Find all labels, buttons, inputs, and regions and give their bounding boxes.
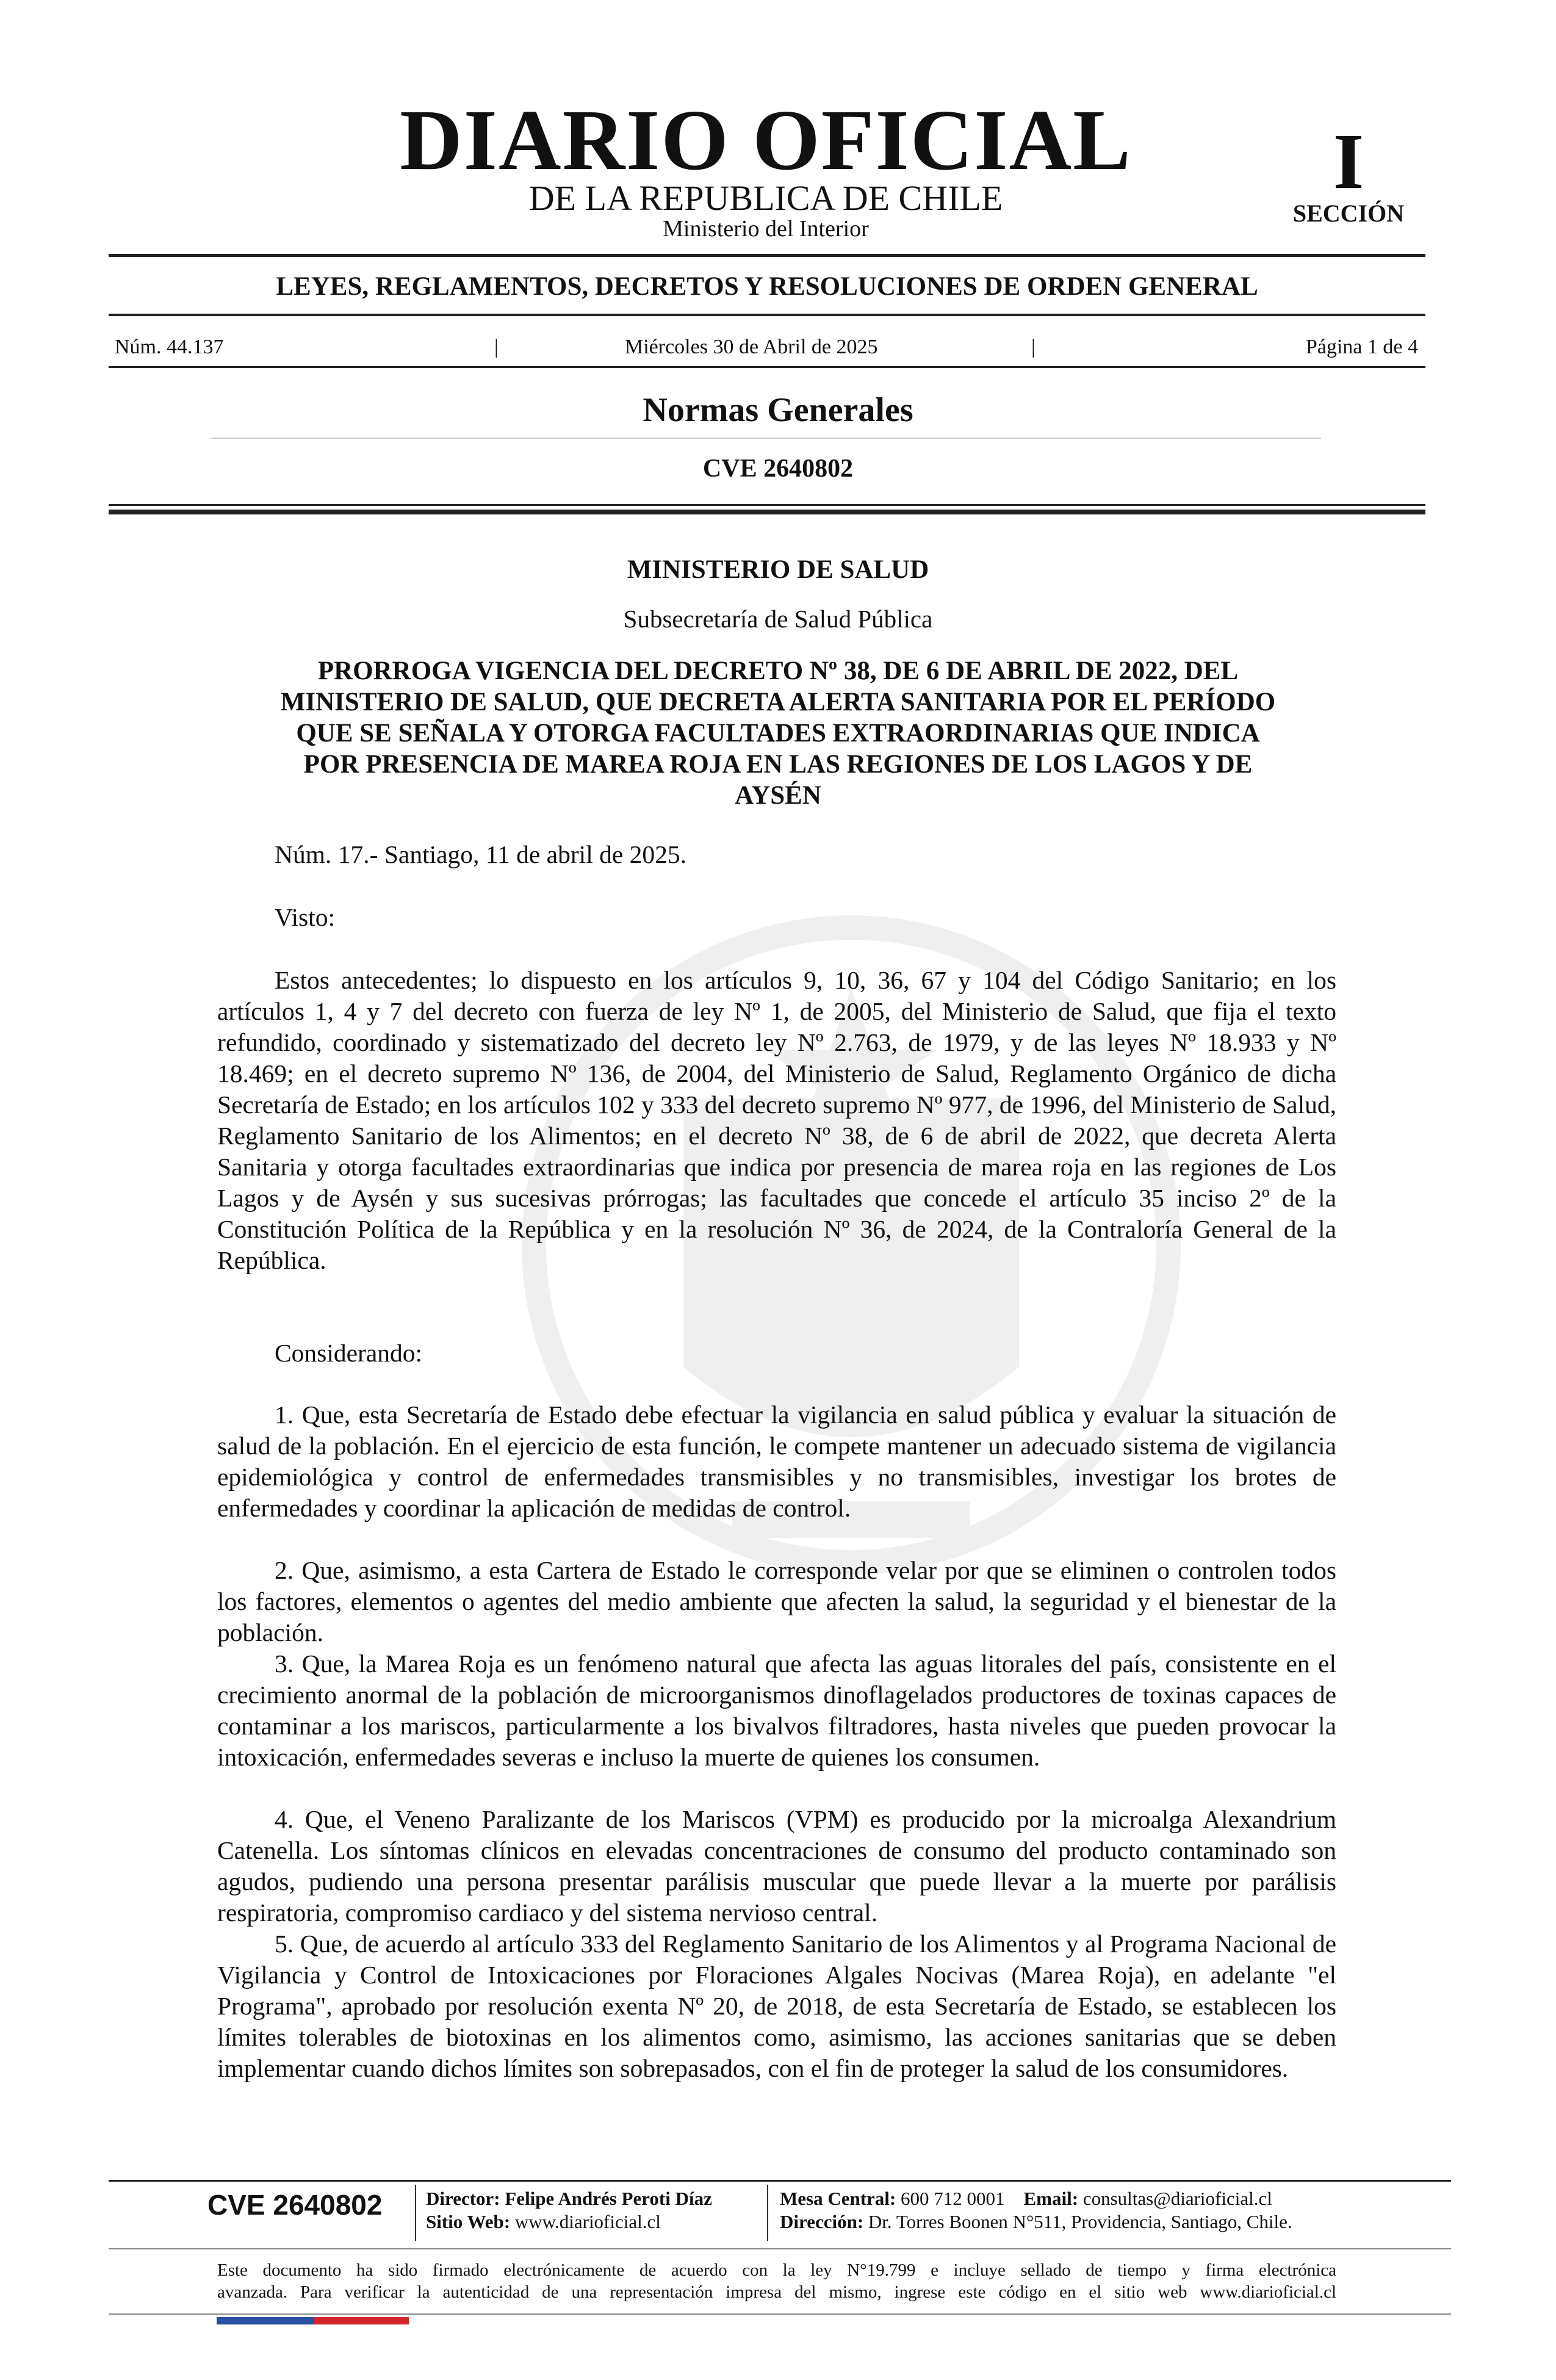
email-label: Email:: [1023, 2188, 1079, 2209]
decree-title-line: PRORROGA VIGENCIA DEL DECRETO Nº 38, DE 6 DE ABRIL DE 2022, DEL: [317, 657, 1239, 685]
legal-line: Este documento ha sido firmado electrónicamente de acuerdo con la ley N°19.799 e incluye sellado de tiempo y firma electrónica: [217, 2260, 1336, 2280]
website-label: Sitio Web:: [426, 2211, 511, 2232]
considerando-item: 2. Que, asimismo, a esta Cartera de Estado le corresponde velar por que se eliminen o controlen todos los factores, elementos o agentes del medio ambiente que afecten la salud, la seguridad y el bienestar de la población.: [217, 1556, 1336, 1646]
address-label: Dirección:: [780, 2211, 864, 2232]
section-label: SECCIÓN: [1292, 200, 1405, 227]
flag-stripe-red: [314, 2317, 409, 2324]
footer-rule-bottom: [109, 2248, 1451, 2249]
page-indicator: Página 1 de 4: [1305, 336, 1418, 358]
footer-director: [426, 2187, 712, 2234]
footer-rule-flag: [109, 2313, 1451, 2315]
considerando-item: 5. Que, de acuerdo al artículo 333 del Reglamento Sanitario de los Alimentos y al Programa Nacional de Vigilancia y Control de Intoxicaciones por Floraciones Algales Nocivas (Marea Roja), en adelante "el Programa", aprobado por resolución exenta Nº 20, de 2018, de esta Secretaría de Estado, se establecen los límites tolerables de biotoxinas en los alimentos como, asimismo, las acciones sanitarias que se deben implementar cuando dichos límites son sobrepasados, con el fin de proteger la salud de los consumidores.: [217, 1930, 1336, 2082]
double-rule-top: [109, 504, 1425, 506]
email-link[interactable]: consultas@diarioficial.cl: [1082, 2188, 1272, 2209]
director-name: Felipe Andrés Peroti Díaz: [505, 2188, 712, 2209]
section-title: Normas Generales: [643, 391, 913, 429]
phone-number: 600 712 0001: [901, 2188, 1005, 2209]
masthead-subtitle: DE LA REPUBLICA DE CHILE: [528, 178, 1003, 218]
issue-date: Miércoles 30 de Abril de 2025: [625, 336, 878, 358]
considerando-item: 1. Que, esta Secretaría de Estado debe efectuar la vigilancia en salud pública y evaluar la situación de salud de la población. En el ejercicio de esta función, le compete mantener un adecuado sistema de vigilancia epidemiológica y control de enfermedades transmisibles y no transmisibles, investigar los brotes de enfermedades y coordinar la aplicación de medidas de control.: [217, 1401, 1336, 1522]
decree-title: [201, 655, 1355, 811]
visto-paragraph: Estos antecedentes; lo dispuesto en los artículos 9, 10, 36, 67 y 104 del Código Sanitario; en los artículos 1, 4 y 7 del decreto con fuerza de ley Nº 1, de 2005, del Ministerio de Salud, que fija el texto refundido, coordinado y sistematizado del decreto ley Nº 2.763, de 1979, y de las leyes Nº 18.933 y Nº 18.469; en el decreto supremo Nº 136, de 2004, del Ministerio de Salud, Reglamento Orgánico de dicha Secretaría de Estado; en los artículos 102 y 333 del decreto supremo Nº 977, de 1996, del Ministerio de Salud, Reglamento Sanitario de los Alimentos; en el decreto Nº 38, de 6 de abril de 2022, que decreta Alerta Sanitaria y otorga facultades extraordinarias que indica por presencia de marea roja en las regiones de Los Lagos y de Aysén y sus sucesivas prórrogas; las facultades que concede el artículo 35 inciso 2º de la Constitución Política de la República y en la resolución Nº 36, de 2024, de la Contraloría General de la República.: [217, 966, 1336, 1274]
section-divider: [211, 438, 1321, 439]
considerando-item: 3. Que, la Marea Roja es un fenómeno natural que afecta las aguas litorales del país, consistente en el crecimiento anormal de la población de microorganismos dinoflagelados productores de toxinas capaces de contaminar a los mariscos, particularmente a los bivalvos filtradores, hasta niveles que pueden provocar la intoxicación, enfermedades severas e incluso la muerte de quienes los consumen.: [217, 1650, 1336, 1771]
legal-line: avanzada. Para verificar la autenticidad de una representación impresa del mismo, ingrese este código en el sitio web www.diarioficial.cl: [217, 2282, 1336, 2302]
visto-heading: Visto:: [275, 903, 335, 931]
issue-number: Núm. 44.137: [115, 336, 224, 358]
double-rule-bottom: [109, 510, 1425, 514]
header-rule-mid: [109, 314, 1425, 316]
director-label: Director:: [426, 2188, 500, 2209]
footer-divider: [415, 2185, 416, 2241]
website-link[interactable]: www.diarioficial.cl: [514, 2211, 661, 2232]
footer-rule-top: [109, 2180, 1451, 2182]
flag-stripe-blue: [217, 2317, 314, 2324]
considerando-item: 4. Que, el Veneno Paralizante de los Mariscos (VPM) es producido por la microalga Alexandrium Catenella. Los síntomas clínicos en elevadas concentraciones de consumo del producto contaminado son agudos, pudiendo una persona presentar parálisis muscular que puede llevar a la muerte por parálisis respiratoria, compromiso cardiaco y del sistema nervioso central.: [217, 1805, 1336, 1927]
section-numeral: I: [1333, 118, 1364, 206]
footer-divider: [767, 2185, 768, 2241]
decree-title-line: MINISTERIO DE SALUD, QUE DECRETA ALERTA SANITARIA POR EL PERÍODO: [280, 688, 1276, 716]
legal-notice: [217, 2259, 1336, 2303]
header-rule-meta: [109, 366, 1425, 368]
undersecretariat: Subsecretaría de Salud Pública: [623, 605, 933, 633]
cve-code: CVE 2640802: [702, 455, 854, 483]
footer-cve: CVE 2640802: [207, 2189, 383, 2221]
address-text: Dr. Torres Boonen N°511, Providencia, Santiago, Chile.: [868, 2211, 1292, 2232]
masthead-ministry: Ministerio del Interior: [663, 216, 869, 242]
decree-title-line: POR PRESENCIA DE MAREA ROJA EN LAS REGIONES DE LOS LAGOS Y DE: [303, 750, 1253, 779]
category-heading: LEYES, REGLAMENTOS, DECRETOS Y RESOLUCIONES DE ORDEN GENERAL: [276, 272, 1258, 301]
decree-number: Núm. 17.- Santiago, 11 de abril de 2025.: [275, 840, 687, 868]
footer-contact: [780, 2187, 1292, 2234]
meta-separator: |: [494, 336, 499, 358]
masthead-title: DIARIO OFICIAL: [400, 92, 1132, 188]
header-rule-top: [109, 254, 1425, 257]
phone-label: Mesa Central:: [780, 2188, 896, 2209]
ministry-heading: MINISTERIO DE SALUD: [627, 555, 929, 584]
considerando-heading: Considerando:: [275, 1339, 423, 1367]
meta-separator: |: [1031, 336, 1036, 358]
decree-title-line: AYSÉN: [735, 781, 821, 810]
decree-title-line: QUE SE SEÑALA Y OTORGA FACULTADES EXTRAORDINARIAS QUE INDICA: [296, 719, 1260, 748]
